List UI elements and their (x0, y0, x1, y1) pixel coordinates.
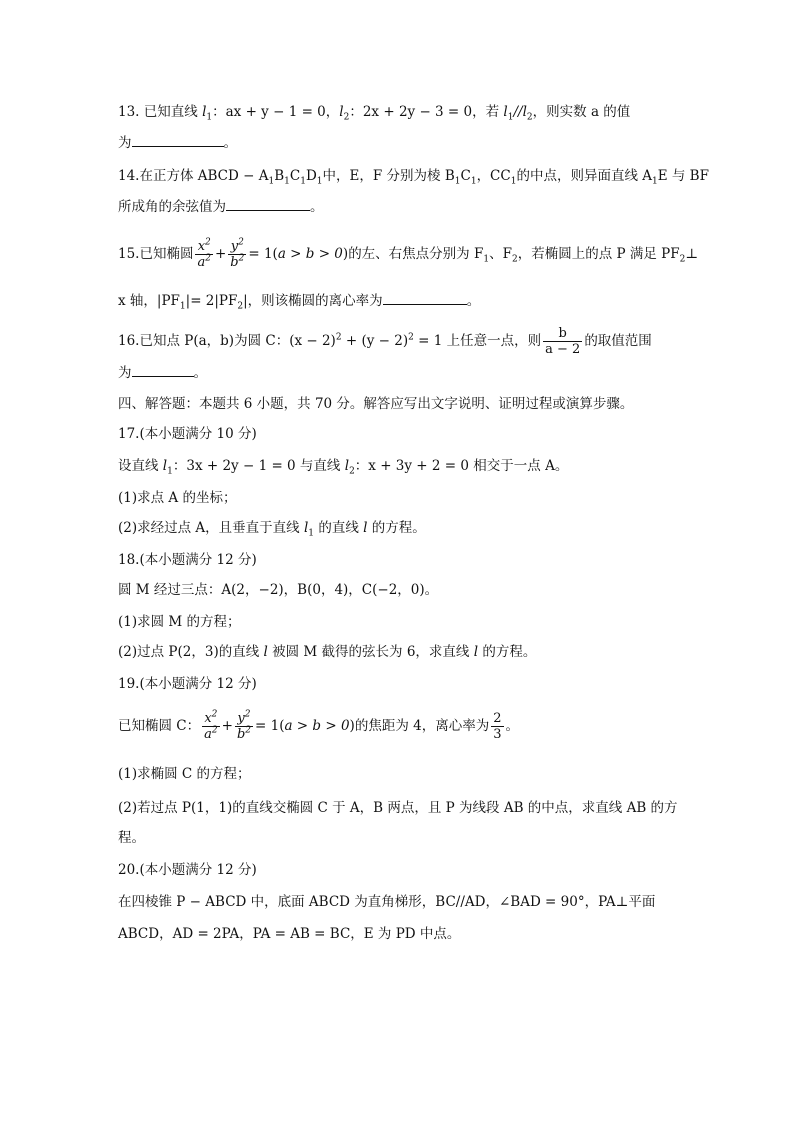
q15-text-a: 的左、右焦点分别为 F (348, 246, 484, 262)
q16-fraction (543, 326, 582, 357)
question-18-part-2 (118, 642, 536, 662)
q17-l2-sub: 2 (349, 466, 355, 477)
q17-part2-a: (2)求经过点 A，且垂直于直线 (118, 520, 304, 536)
question-14-line-1 (118, 166, 709, 186)
q17-l2: l (344, 458, 350, 474)
q17-l1: l (162, 458, 168, 474)
question-17-heading: 17.(本小题满分 10 分) (118, 426, 257, 442)
q15-answer-blank[interactable] (383, 290, 467, 305)
q14-answer-blank[interactable] (226, 196, 310, 211)
question-19-stem: 已知椭圆 C： $\frac{x^2}{a^2}$ + $\frac{y^2}{b^2}$ = 1(a > b > 0)的焦距为 4，离心率为 $\frac{2}{3}$ 。 (118, 709, 519, 742)
q16-text-a: 16.已知点 P(a，b)为圆 C：(x − 2) (118, 333, 336, 349)
q19-y: y (237, 711, 245, 726)
q14-text-b: 中，E，F 分别为棱 B (322, 168, 455, 184)
q15-fraction-x (195, 239, 213, 270)
q14-text-c: C (460, 168, 471, 184)
q13-text-c: ：2x + 2y − 3 = 0，若 (349, 104, 504, 120)
q15-f1-sub: 1 (483, 254, 490, 265)
q19-fraction-x (202, 711, 220, 742)
question-19-part-2-line-1: (2)若过点 P(1，1)的直线交椭圆 C 于 A，B 两点，且 P 为线段 AB 的中点，求直线 AB 的方 (118, 800, 678, 816)
q14-sub-3: 1 (300, 176, 306, 187)
q14-sub-7: 1 (510, 176, 517, 187)
q19-a: a (204, 727, 212, 742)
q16-text-d: 的取值范围 (584, 333, 652, 349)
q17-text-a: 设直线 (118, 458, 163, 474)
q14-text-cc: ，CC (476, 168, 511, 184)
q15-pf2-sub: 2 (679, 254, 686, 265)
q13-l1: l (202, 104, 207, 120)
q16-text-e: 为 (118, 365, 132, 381)
question-20-line-1: 在四棱锥 P − ABCD 中，底面 ABCD 为直角梯形，BC//AD，∠BAD = 90°，PA⊥平面 (118, 894, 656, 910)
q19-eq: = 1( (255, 718, 285, 734)
q16-frac-num: b (558, 326, 567, 341)
q13-par-l2-sub: 2 (526, 112, 533, 123)
q13-par-l2: l (522, 104, 527, 120)
q15-close: ) (342, 246, 349, 262)
q13-l2: l (339, 104, 344, 120)
q19-x-sq: 2 (211, 709, 218, 720)
question-15-line-1: 15.已知椭圆 $\frac{x^2}{a^2}$ + $\frac{y^2}{b^2}$ = 1(a > b > 0)的左、右焦点分别为 $F_1$、$F_2$，若椭圆上的点 P 满足 $PF_2\perp$ (118, 237, 699, 270)
q14-text-f: 所成角的余弦值为 (118, 199, 226, 215)
q15-y: y (230, 239, 239, 254)
q15-perp-symbol: ⊥ (685, 246, 699, 262)
q19-x: x (204, 711, 212, 726)
question-17-part-1: (1)求点 A 的坐标； (118, 490, 237, 506)
q17-part2-b: 的直线 (314, 520, 364, 536)
q15-condition: a > b > 0 (277, 246, 343, 262)
q15-pf1-sub: 1 (179, 301, 186, 312)
q15-pf2b-sub: 2 (237, 301, 244, 312)
q13-l1-sub: 1 (206, 112, 213, 123)
q15-b-sq: 2 (238, 253, 245, 264)
question-13-line-2 (118, 132, 237, 153)
section-4-heading: 四、解答题：本题共 6 小题，共 70 分。解答应写出文字说明、证明过程或演算步骤。 (118, 396, 634, 412)
q13-l2-sub: 2 (343, 112, 350, 123)
q13-par-l1: l (503, 104, 508, 120)
q17-part2-l1-sub: 1 (308, 528, 315, 539)
q16-answer-blank[interactable] (132, 362, 194, 377)
question-19-part-1: (1)求椭圆 C 的方程； (118, 766, 251, 782)
q14-sub-8: 1 (652, 176, 658, 187)
q15-b: b (230, 255, 239, 270)
q14-text-c1: C (289, 168, 301, 184)
question-18-heading: 18.(本小题满分 12 分) (118, 552, 257, 568)
q19-eccentricity-fraction (491, 711, 503, 742)
q18-part2-l: l (263, 644, 268, 660)
q15-x: x (197, 239, 206, 254)
q19-text-end: 。 (505, 718, 519, 734)
question-18-part-1: (1)求圆 M 的方程； (118, 614, 241, 630)
question-17-part-2 (118, 518, 426, 538)
q15-text-e: |，则该椭圆的离心率为 (243, 293, 383, 309)
q13-text-b: ：ax + y − 1 = 0， (212, 104, 340, 120)
question-16-line-2 (118, 362, 207, 383)
q15-f-comma: 、F (489, 246, 512, 262)
q19-fraction-y (235, 711, 253, 742)
q19-y-sq: 2 (244, 709, 251, 720)
q13-answer-blank[interactable] (132, 132, 224, 147)
q17-text-b: ：3x + 2y − 1 = 0 与直线 (172, 458, 345, 474)
q17-l1-sub: 1 (167, 466, 173, 477)
q15-y-sq: 2 (238, 237, 244, 248)
q15-a: a (197, 255, 206, 270)
q13-text-f: 。 (223, 135, 237, 151)
q14-text-e: E 与 BF (657, 168, 709, 184)
question-20-heading: 20.(本小题满分 12 分) (118, 862, 257, 878)
q14-text-b1: B (274, 168, 285, 184)
q17-part2-l1: l (303, 520, 309, 536)
q13-text-e: 为 (118, 135, 132, 151)
q15-text-c: x 轴，|PF (118, 293, 180, 309)
q19-condition: a > b > 0 (284, 718, 350, 734)
q15-text-b: ，若椭圆上的点 P 满足 PF (517, 246, 680, 262)
q13-text-a: 13. 已知直线 (118, 104, 203, 120)
q19-text-mid: 的焦距为 4，离心率为 (354, 718, 490, 734)
q14-text-d1: D (305, 168, 317, 184)
q19-close: ) (349, 718, 355, 734)
question-16-line-1 (118, 320, 652, 362)
q18-part2-b: 被圆 M 截得的弦长为 6，求直线 (267, 644, 474, 660)
q14-sub-1: 1 (268, 176, 275, 187)
q14-text-a: 14.在正方体 ABCD − A (118, 168, 269, 184)
q17-part2-c: 的方程。 (367, 520, 426, 536)
q14-sub-6: 1 (470, 176, 477, 187)
q17-text-c: ：x + 3y + 2 = 0 相交于一点 A。 (354, 458, 569, 474)
q15-text-f: 。 (466, 293, 481, 309)
question-18-stem: 圆 M 经过三点：A(2，−2)，B(0，4)，C(−2，0)。 (118, 582, 439, 598)
q16-frac-den: a − 2 (545, 342, 581, 357)
question-19-heading: 19.(本小题满分 12 分) (118, 676, 257, 692)
q15-x-sq: 2 (205, 237, 211, 248)
q19-a-sq: 2 (211, 725, 218, 736)
q16-sq-2: 2 (408, 332, 414, 343)
question-15-line-2 (118, 290, 480, 311)
q17-part2-l: l (363, 520, 368, 536)
question-13-line-1 (118, 102, 630, 122)
q19-b: b (236, 727, 246, 742)
q15-a-sq: 2 (205, 253, 211, 264)
q19-prefix: 已知椭圆 C： (118, 718, 201, 734)
q18-part2-l2: l (473, 644, 479, 660)
q15-eq: = 1( (248, 246, 278, 262)
q14-sub-4: 1 (316, 176, 323, 187)
q15-fraction-y (228, 239, 246, 270)
q14-text-d: 的中点，则异面直线 A (516, 168, 653, 184)
q15-prefix: 15.已知椭圆 (118, 246, 194, 262)
question-20-line-2: ABCD，AD = 2PA，PA = AB = BC，E 为 PD 中点。 (118, 926, 461, 942)
q16-text-c: = 1 上任意一点，则 (413, 333, 542, 349)
q19-e-den: 3 (493, 727, 502, 742)
q14-sub-5: 1 (454, 176, 461, 187)
q16-sq-1: 2 (335, 332, 342, 343)
q13-text-d: ，则实数 a 的值 (532, 104, 631, 120)
q15-f2-sub: 2 (511, 254, 518, 265)
q19-b-sq: 2 (245, 725, 251, 736)
q18-part2-a: (2)过点 P(2，3)的直线 (118, 644, 264, 660)
q14-sub-2: 1 (284, 176, 290, 187)
q16-text-f: 。 (193, 365, 207, 381)
q18-part2-c: 的方程。 (478, 644, 537, 660)
question-19-part-2-line-2: 程。 (118, 830, 145, 846)
q13-par-l1-sub: 1 (507, 112, 514, 123)
q15-text-d: |= 2|PF (185, 293, 238, 309)
q19-e-num: 2 (493, 711, 502, 726)
q13-parallel-symbol: // (513, 104, 523, 120)
question-17-stem (118, 456, 568, 476)
question-14-line-2 (118, 196, 324, 217)
q16-text-b: + (y − 2) (341, 333, 409, 349)
q14-text-g: 。 (310, 199, 324, 215)
